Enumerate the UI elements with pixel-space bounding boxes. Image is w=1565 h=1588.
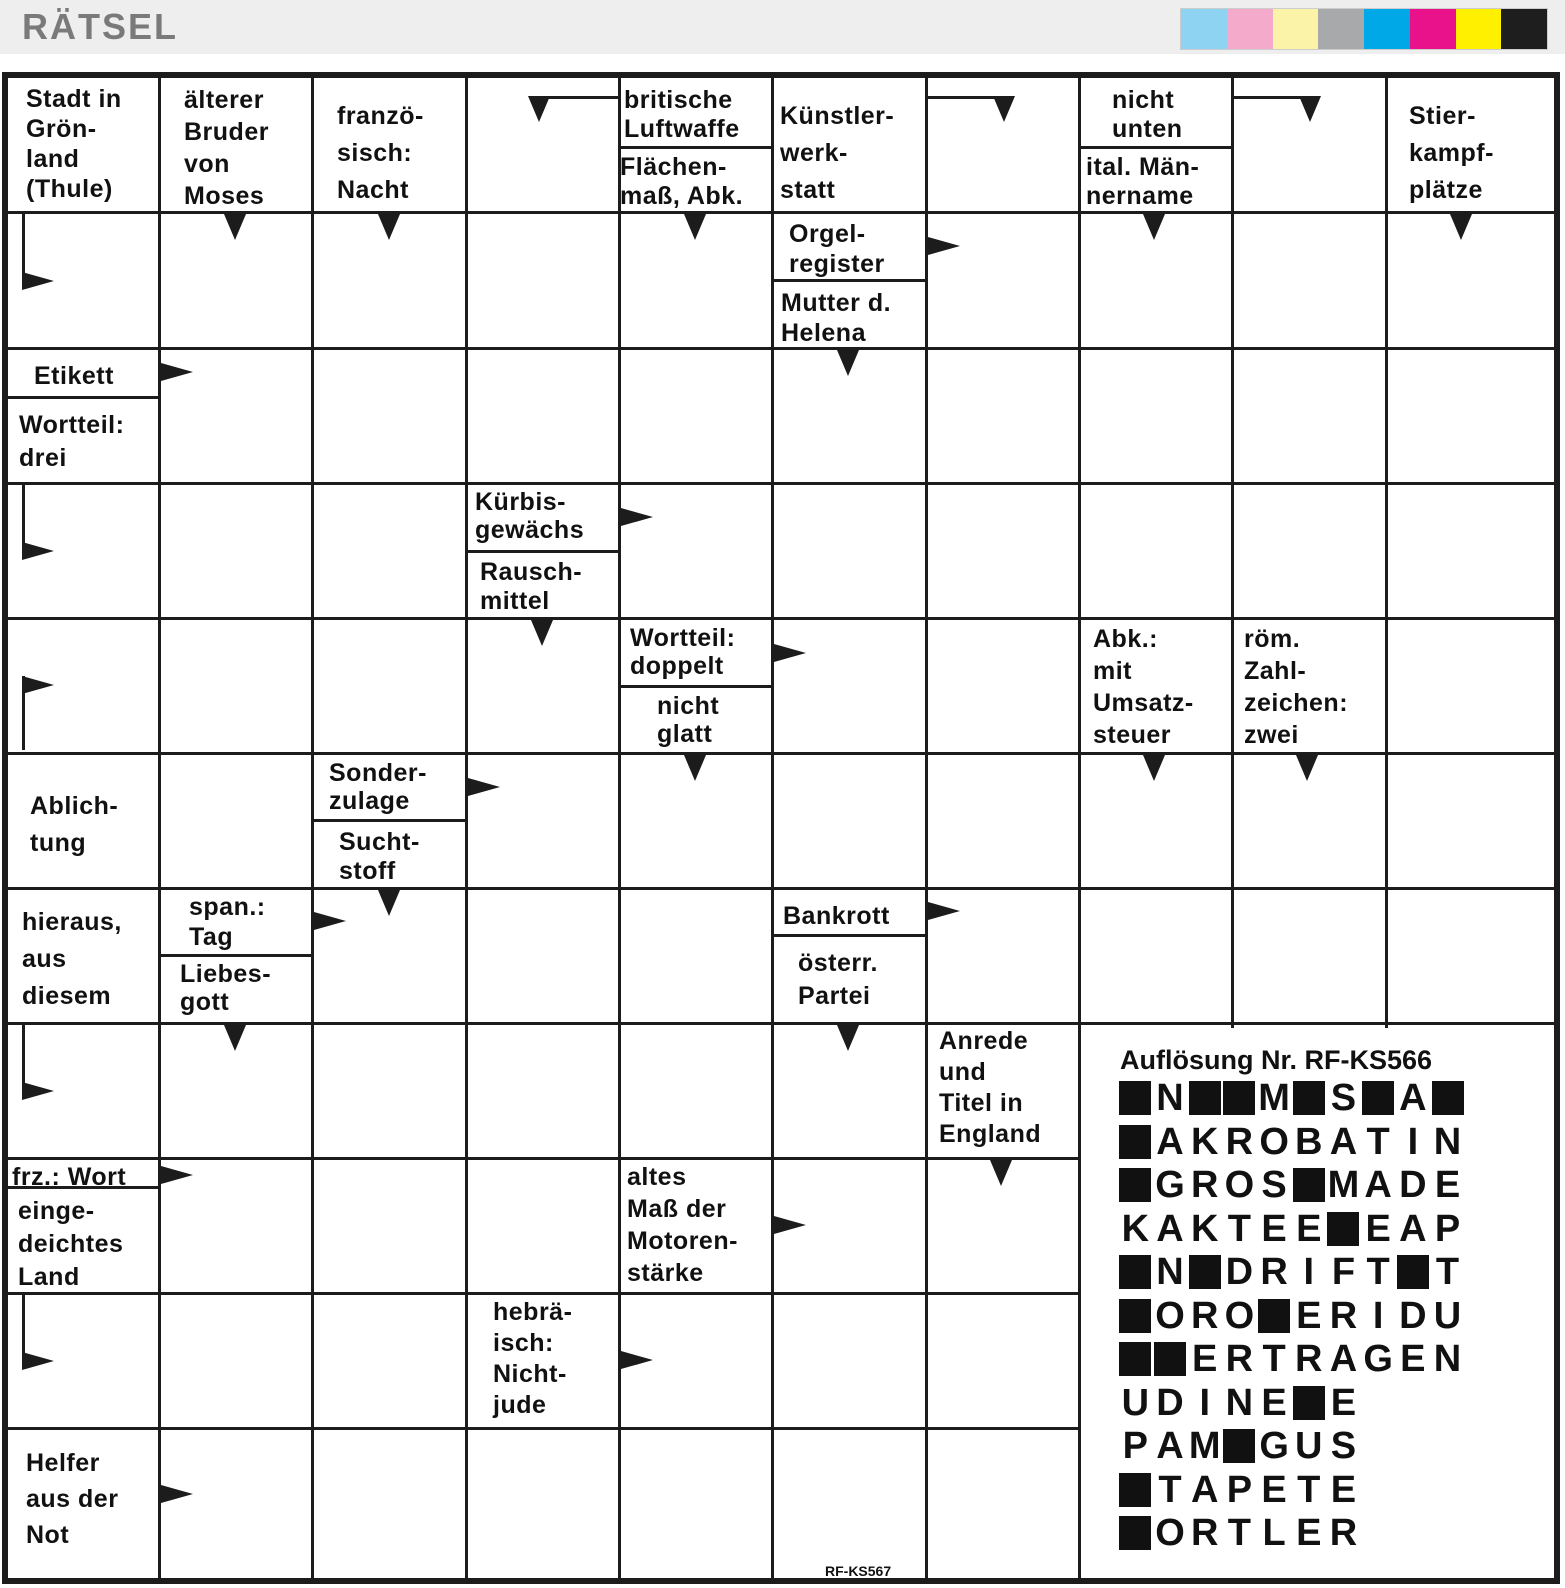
- grid-line: [1385, 78, 1388, 1028]
- solution-letter: T: [1227, 1512, 1252, 1554]
- solution-letter: A: [1190, 1468, 1219, 1511]
- solution-block: [1119, 1081, 1151, 1115]
- grid-line: [8, 482, 1554, 485]
- bent-arrow-icon: [22, 1082, 54, 1100]
- grid-line: [465, 78, 468, 1578]
- solution-letter: A: [1156, 1425, 1184, 1467]
- solution-letter: D: [1225, 1251, 1254, 1293]
- clue-mutter-helena: Mutter d. Helena: [781, 289, 892, 347]
- solution-block: [1432, 1081, 1464, 1115]
- solution-letter: E: [1261, 1207, 1287, 1250]
- solution-letter: A: [1364, 1164, 1392, 1206]
- grid-line: [8, 887, 1554, 890]
- bent-arrow-icon: [1299, 96, 1321, 122]
- clue-anrede-titel-england: Anrede und Titel in England: [939, 1027, 1042, 1148]
- clue-wortteil-drei: Wortteil: drei: [19, 411, 125, 472]
- solution-letter: I: [1303, 1251, 1315, 1293]
- solution-letter: R: [1295, 1338, 1323, 1380]
- solution-block: [1293, 1386, 1325, 1420]
- solution-block: [1119, 1255, 1151, 1289]
- bent-arrow-line: [22, 1025, 25, 1085]
- grid-line: [1231, 78, 1234, 1028]
- arrow-right-icon: [161, 363, 193, 381]
- clue-divider: [465, 550, 621, 553]
- solution-letter: E: [1365, 1207, 1391, 1250]
- solution-letter: B: [1295, 1120, 1323, 1163]
- solution-block: [1119, 1342, 1151, 1376]
- solution-row: [1118, 1078, 1465, 1118]
- solution-block: [1119, 1168, 1151, 1202]
- arrow-down-icon: [990, 1160, 1012, 1186]
- clue-divider: [8, 396, 161, 399]
- clue-span-tag: span.: Tag: [189, 893, 266, 951]
- solution-letter: U: [1121, 1381, 1150, 1424]
- clue-divider: [618, 685, 774, 688]
- bent-arrow-icon: [22, 676, 54, 694]
- arrow-right-icon: [161, 1166, 193, 1184]
- arrow-down-icon: [1450, 214, 1472, 240]
- solution-letter: E: [1330, 1381, 1357, 1424]
- clue-aelterer-bruder: älterer Bruder von Moses: [184, 86, 269, 210]
- solution-letter: E: [1330, 1468, 1357, 1511]
- bent-arrow-line: [22, 214, 25, 274]
- clue-liebesgott: Liebes- gott: [180, 960, 272, 1016]
- arrow-down-icon: [837, 350, 859, 376]
- solution-title: Auflösung Nr. RF-KS566: [1120, 1045, 1433, 1075]
- solution-letter: N: [1156, 1077, 1184, 1119]
- solution-letter: E: [1434, 1164, 1461, 1206]
- clue-hieraus: hieraus, aus diesem: [22, 908, 122, 1010]
- solution-letter: E: [1192, 1338, 1218, 1380]
- solution-letter: T: [1227, 1207, 1252, 1250]
- solution-letter: G: [1259, 1425, 1289, 1467]
- bent-arrow-icon: [22, 272, 54, 290]
- clue-stierkampfplaetze: Stier- kampf- plätze: [1409, 102, 1494, 204]
- solution-letter: S: [1330, 1425, 1357, 1467]
- clue-kuenstlerwerkstatt: Künstler- werk- statt: [780, 102, 895, 204]
- clue-oesterr-partei: österr. Partei: [798, 949, 878, 1010]
- solution-letter: R: [1329, 1294, 1358, 1337]
- bent-arrow-icon: [22, 542, 54, 560]
- arrow-right-icon: [161, 1485, 193, 1503]
- arrow-down-icon: [1143, 214, 1165, 240]
- solution-row: [1118, 1426, 1361, 1466]
- clue-franz-nacht: franzö- sisch: Nacht: [337, 102, 424, 204]
- clue-hebraeisch-nichtjude: hebrä- isch: Nicht- jude: [493, 1298, 573, 1419]
- solution-letter: T: [1297, 1468, 1321, 1511]
- clue-nicht-unten: nicht unten: [1112, 86, 1183, 143]
- solution-block: [1119, 1125, 1151, 1159]
- solution-letter: A: [1399, 1207, 1427, 1250]
- solution-block: [1293, 1168, 1325, 1202]
- arrow-right-icon: [314, 912, 346, 930]
- arrow-down-icon: [684, 214, 706, 240]
- solution-letter: A: [1399, 1077, 1427, 1119]
- clue-kuerbisgewaechs: Kürbis- gewächs: [475, 488, 585, 544]
- solution-letter: T: [1366, 1120, 1390, 1163]
- arrow-right-icon: [928, 237, 960, 255]
- arrow-right-icon: [774, 644, 806, 662]
- clue-roem-zahlzeichen: röm. Zahl- zeichen: zwei: [1244, 625, 1349, 749]
- solution-letter: O: [1155, 1512, 1185, 1554]
- solution-block: [1189, 1255, 1221, 1289]
- arrow-down-icon: [378, 214, 400, 240]
- solution-letter: G: [1363, 1338, 1393, 1380]
- clue-eingedeichtes-land: einge- deichtes Land: [18, 1197, 124, 1291]
- solution-letter: K: [1190, 1120, 1219, 1163]
- solution-letter: R: [1329, 1512, 1358, 1554]
- grid-line: [158, 78, 161, 1578]
- solution-letter: A: [1156, 1120, 1184, 1163]
- clue-orgelregister: Orgel- register: [789, 220, 885, 278]
- clue-nicht-glatt: nicht glatt: [657, 692, 720, 748]
- grid-line: [925, 78, 928, 1578]
- bent-arrow-line: [22, 485, 25, 545]
- solution-letter: O: [1224, 1294, 1255, 1337]
- solution-letter: A: [1156, 1207, 1184, 1250]
- solution-letter: O: [1259, 1120, 1289, 1163]
- solution-letter: D: [1156, 1381, 1184, 1424]
- solution-letter: I: [1199, 1381, 1210, 1424]
- solution-row: [1118, 1252, 1465, 1292]
- solution-block: [1397, 1255, 1429, 1289]
- solution-letter: E: [1296, 1512, 1322, 1554]
- color-calibration-bar: [1180, 8, 1548, 50]
- arrow-down-icon: [378, 890, 400, 916]
- clue-bankrott: Bankrott: [783, 902, 890, 930]
- solution-letter: I: [1407, 1120, 1419, 1163]
- arrow-down-icon: [684, 755, 706, 781]
- grid-line: [311, 78, 314, 1578]
- solution-letter: T: [1158, 1468, 1182, 1511]
- clue-britische-luftwaffe: britische Luftwaffe: [624, 86, 740, 143]
- grid-line: [8, 1427, 1081, 1430]
- solution-block: [1293, 1081, 1325, 1115]
- clue-ital-maennername: ital. Män- nername: [1086, 153, 1200, 210]
- solution-letter: R: [1225, 1120, 1254, 1163]
- arrow-right-icon: [774, 1216, 806, 1234]
- solution-letter: R: [1190, 1512, 1219, 1554]
- solution-block: [1223, 1081, 1255, 1115]
- clue-divider: [1078, 146, 1234, 149]
- grid-line: [8, 617, 1554, 620]
- solution-letter: F: [1331, 1251, 1356, 1293]
- arrow-down-icon: [837, 1025, 859, 1051]
- grid-line: [1078, 78, 1081, 1578]
- color-swatch: [1364, 9, 1410, 49]
- arrow-down-icon: [1296, 755, 1318, 781]
- color-swatch: [1227, 9, 1273, 49]
- color-swatch: [1501, 9, 1547, 49]
- solution-letter: T: [1262, 1338, 1286, 1380]
- clue-divider: [771, 934, 927, 937]
- solution-block: [1119, 1299, 1151, 1333]
- clue-divider: [771, 279, 927, 282]
- solution-row: [1118, 1339, 1465, 1379]
- solution-letter: R: [1260, 1251, 1288, 1293]
- color-swatch: [1410, 9, 1456, 49]
- solution-letter: P: [1122, 1425, 1149, 1467]
- solution-letter: S: [1261, 1164, 1287, 1206]
- solution-letter: A: [1329, 1338, 1358, 1380]
- color-swatch: [1273, 9, 1319, 49]
- solution-letter: O: [1224, 1164, 1255, 1206]
- page-title: RÄTSEL: [22, 6, 178, 47]
- arrow-right-icon: [621, 1351, 653, 1369]
- grid-line: [8, 1292, 1081, 1295]
- solution-row: [1118, 1470, 1361, 1510]
- clue-ablichtung: Ablich- tung: [30, 792, 119, 857]
- solution-letter: M: [1327, 1164, 1360, 1206]
- solution-block: [1258, 1299, 1290, 1333]
- solution-row: [1118, 1513, 1361, 1553]
- solution-block: [1189, 1081, 1221, 1115]
- solution-row: [1118, 1383, 1361, 1423]
- solution-letter: N: [1433, 1120, 1462, 1163]
- bent-arrow-icon: [22, 1352, 54, 1370]
- solution-row: [1118, 1165, 1465, 1205]
- solution-block: [1362, 1081, 1394, 1115]
- solution-letter: E: [1261, 1381, 1287, 1424]
- solution-letter: R: [1190, 1164, 1219, 1206]
- arrow-down-icon: [1143, 755, 1165, 781]
- color-swatch: [1181, 9, 1227, 49]
- solution-letter: G: [1155, 1164, 1185, 1206]
- clue-rauschmittel: Rausch- mittel: [480, 558, 583, 615]
- arrow-down-icon: [224, 1025, 246, 1051]
- clue-divider: [158, 954, 314, 957]
- solution-row: [1118, 1122, 1465, 1162]
- solution-letter: E: [1261, 1468, 1287, 1511]
- header-bar: [0, 0, 1565, 54]
- clue-stadt-in-groenland: Stadt in Grön- land (Thule): [26, 85, 122, 203]
- bent-arrow-line: [538, 96, 618, 99]
- clue-divider: [311, 819, 468, 822]
- solution-letter: D: [1399, 1164, 1427, 1206]
- solution-block: [1119, 1473, 1151, 1507]
- grid-line: [8, 1157, 1081, 1160]
- solution-block: [1154, 1342, 1186, 1376]
- solution-letter: N: [1225, 1381, 1254, 1424]
- bent-arrow-line: [22, 1295, 25, 1355]
- solution-letter: T: [1435, 1251, 1460, 1293]
- solution-block: [1327, 1212, 1359, 1246]
- solution-letter: O: [1155, 1294, 1185, 1337]
- puzzle-code: RF-KS567: [825, 1563, 892, 1579]
- arrow-down-icon: [224, 214, 246, 240]
- clue-sonderzulage: Sonder- zulage: [329, 759, 427, 815]
- bent-arrow-icon: [528, 96, 550, 122]
- arrow-right-icon: [928, 902, 960, 920]
- solution-letter: E: [1296, 1294, 1322, 1337]
- clue-suchtstoff: Sucht- stoff: [339, 828, 420, 885]
- clue-abk-mit-umsatzsteuer: Abk.: mit Umsatz- steuer: [1093, 625, 1194, 749]
- bent-arrow-icon: [993, 96, 1015, 122]
- solution-letter: U: [1295, 1425, 1323, 1467]
- color-swatch: [1318, 9, 1364, 49]
- clue-altes-mass-motorenstaerke: altes Maß der Motoren- stärke: [627, 1163, 738, 1287]
- arrow-right-icon: [621, 508, 653, 526]
- solution-letter: N: [1433, 1338, 1462, 1380]
- clue-flaechenmass: Flächen- maß, Abk.: [620, 153, 744, 210]
- solution-letter: K: [1121, 1207, 1150, 1250]
- solution-letter: S: [1330, 1077, 1357, 1119]
- solution-letter: U: [1433, 1294, 1462, 1337]
- solution-row: [1118, 1209, 1465, 1249]
- color-swatch: [1456, 9, 1502, 49]
- arrow-right-icon: [468, 778, 500, 796]
- solution-letter: R: [1225, 1338, 1254, 1380]
- solution-letter: M: [1258, 1077, 1290, 1119]
- solution-block: [1223, 1429, 1255, 1463]
- solution-letter: N: [1156, 1251, 1184, 1293]
- solution-letter: K: [1190, 1207, 1219, 1250]
- clue-divider: [618, 146, 774, 149]
- solution-letter: A: [1329, 1120, 1358, 1163]
- clue-wortteil-doppelt: Wortteil: doppelt: [630, 624, 736, 680]
- clue-helfer-aus-der-not: Helfer aus der Not: [26, 1449, 119, 1549]
- solution-letter: L: [1262, 1512, 1286, 1554]
- grid-line: [771, 78, 774, 1578]
- grid-line: [8, 752, 1554, 755]
- solution-letter: P: [1434, 1207, 1461, 1250]
- solution-letter: M: [1188, 1425, 1221, 1467]
- solution-letter: T: [1366, 1251, 1390, 1293]
- solution-letter: E: [1400, 1338, 1426, 1380]
- arrow-down-icon: [531, 620, 553, 646]
- clue-frz-wort: frz.: Wort: [12, 1163, 127, 1191]
- solution-block: [1119, 1516, 1151, 1550]
- solution-letter: R: [1190, 1294, 1219, 1337]
- clue-etikett: Etikett: [34, 362, 114, 390]
- solution-letter: P: [1226, 1468, 1253, 1511]
- solution-letter: D: [1399, 1294, 1427, 1337]
- solution-row: [1118, 1296, 1465, 1336]
- solution-letter: E: [1296, 1207, 1322, 1250]
- solution-letter: I: [1372, 1294, 1384, 1337]
